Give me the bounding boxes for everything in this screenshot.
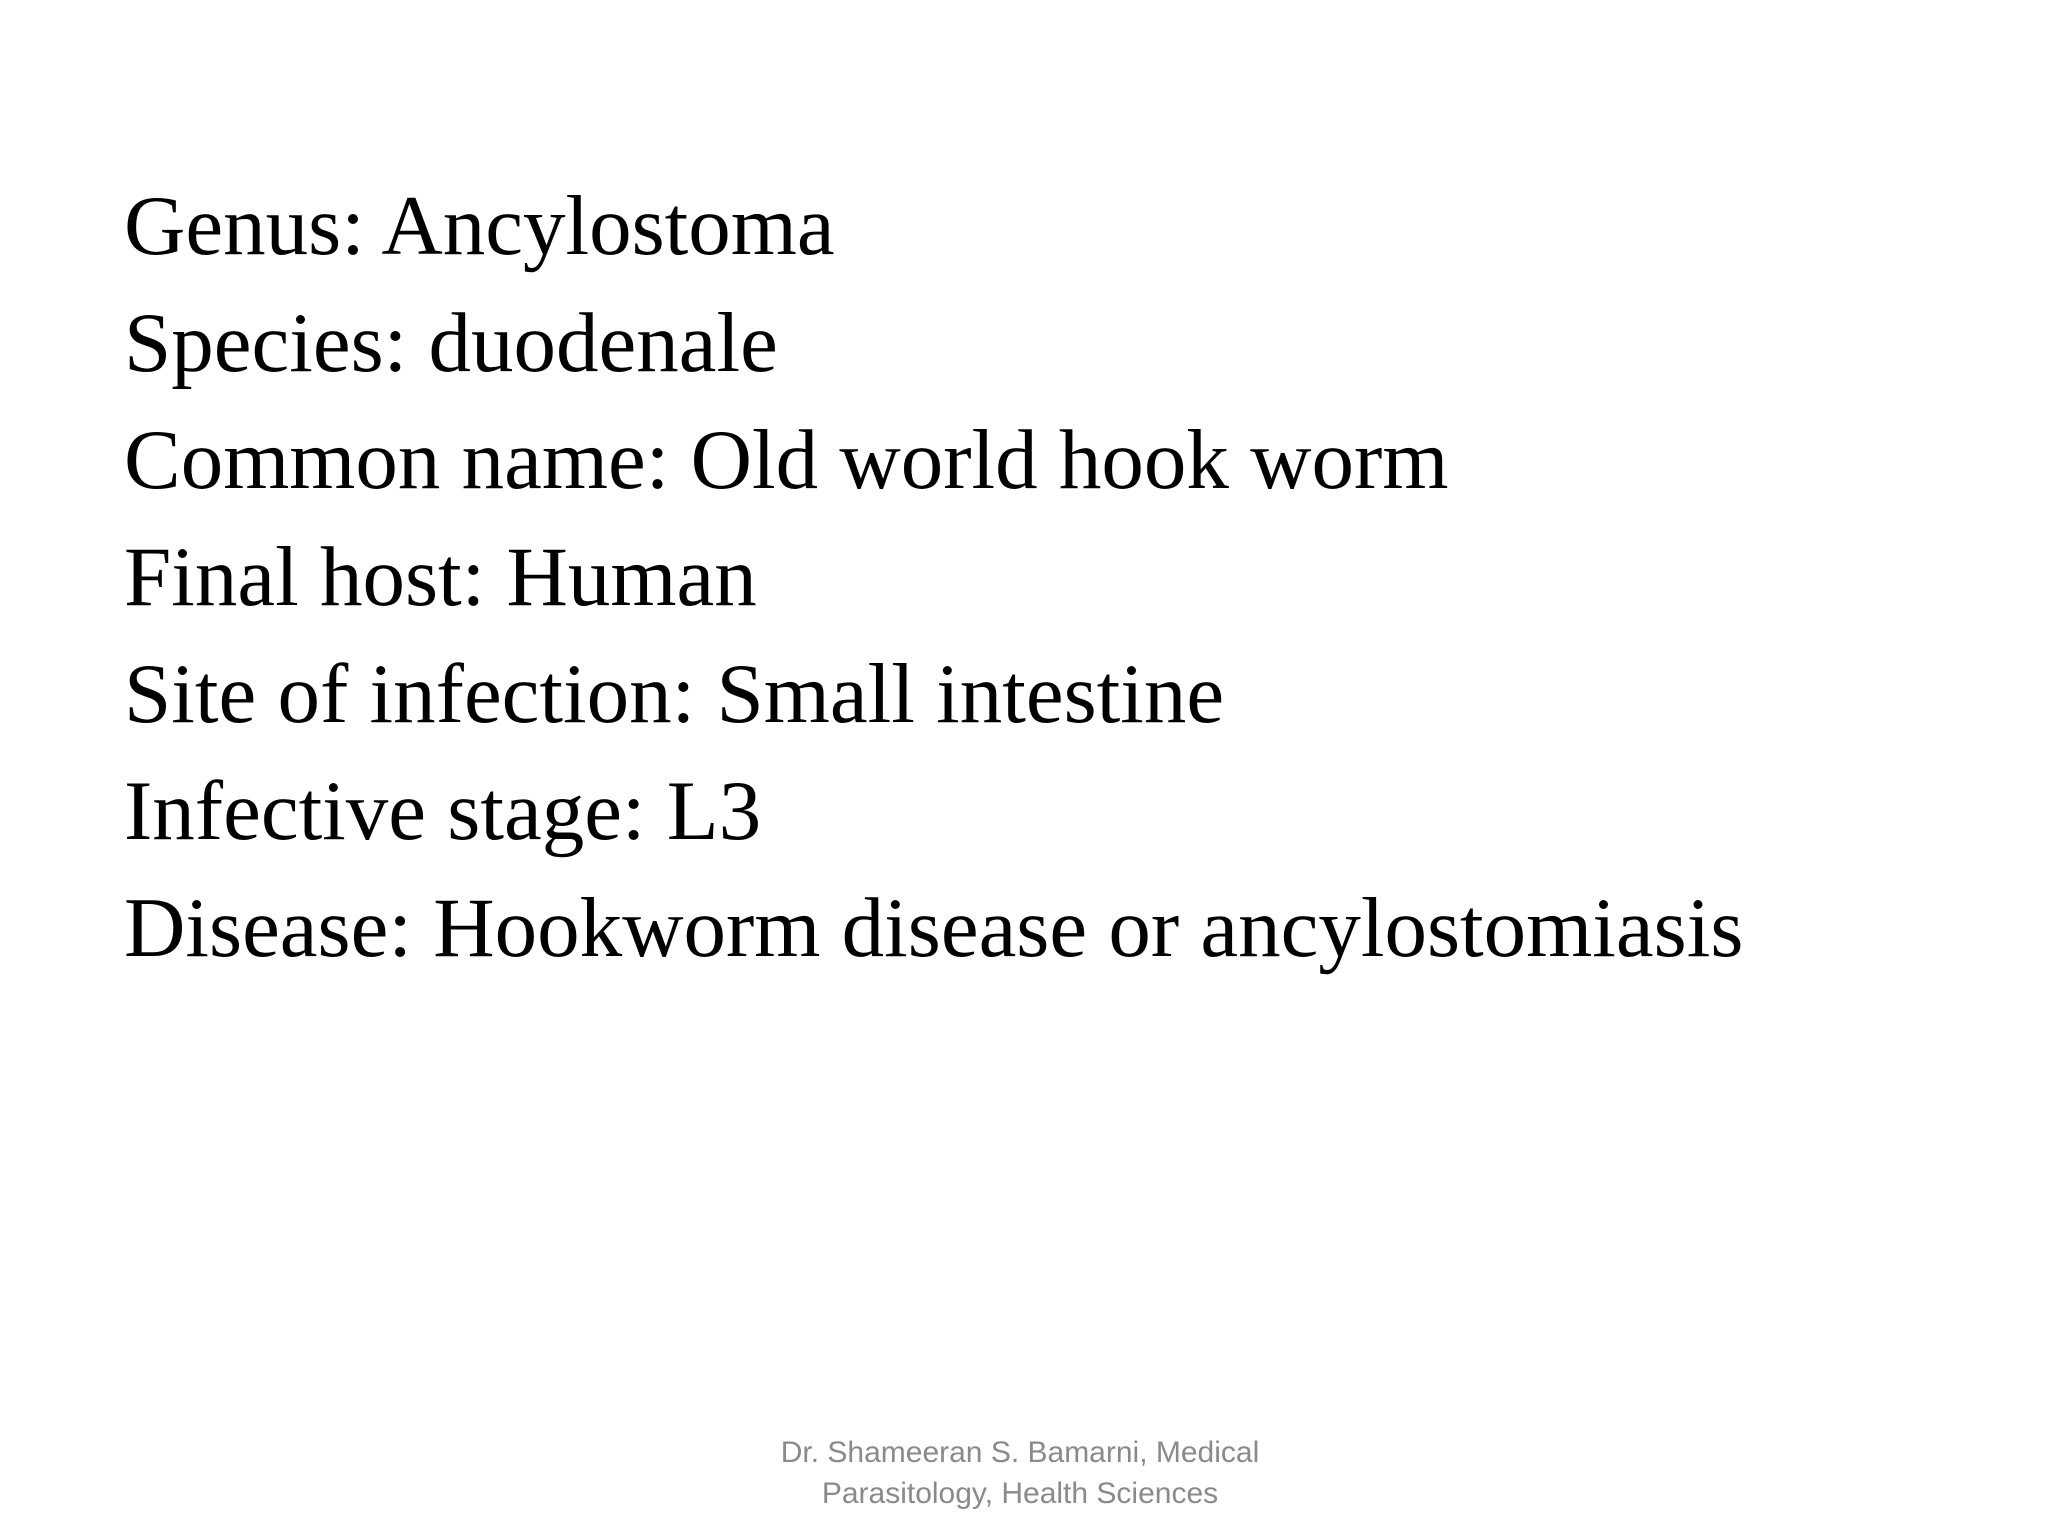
text-line-disease: Disease: Hookworm disease or ancylostomiasis: [124, 881, 1744, 975]
text-line-infective-stage: Infective stage: L3: [124, 764, 762, 858]
footer-line-2: Parasitology, Health Sciences: [821, 1477, 1219, 1510]
text-line-final-host: Final host: Human: [124, 530, 757, 624]
text-line-genus: Genus: Ancylostoma: [124, 179, 835, 273]
text-line-site-of-infection: Site of infection: Small intestine: [124, 647, 1225, 741]
text-line-species: Species: duodenale: [124, 296, 778, 390]
text-line-common-name: Common name: Old world hook worm: [124, 413, 1449, 507]
footer-line-1: Dr. Shameeran S. Bamarni, Medical: [780, 1436, 1260, 1469]
slide-footer: [640, 1432, 1400, 1514]
slide-body: [124, 168, 1984, 987]
